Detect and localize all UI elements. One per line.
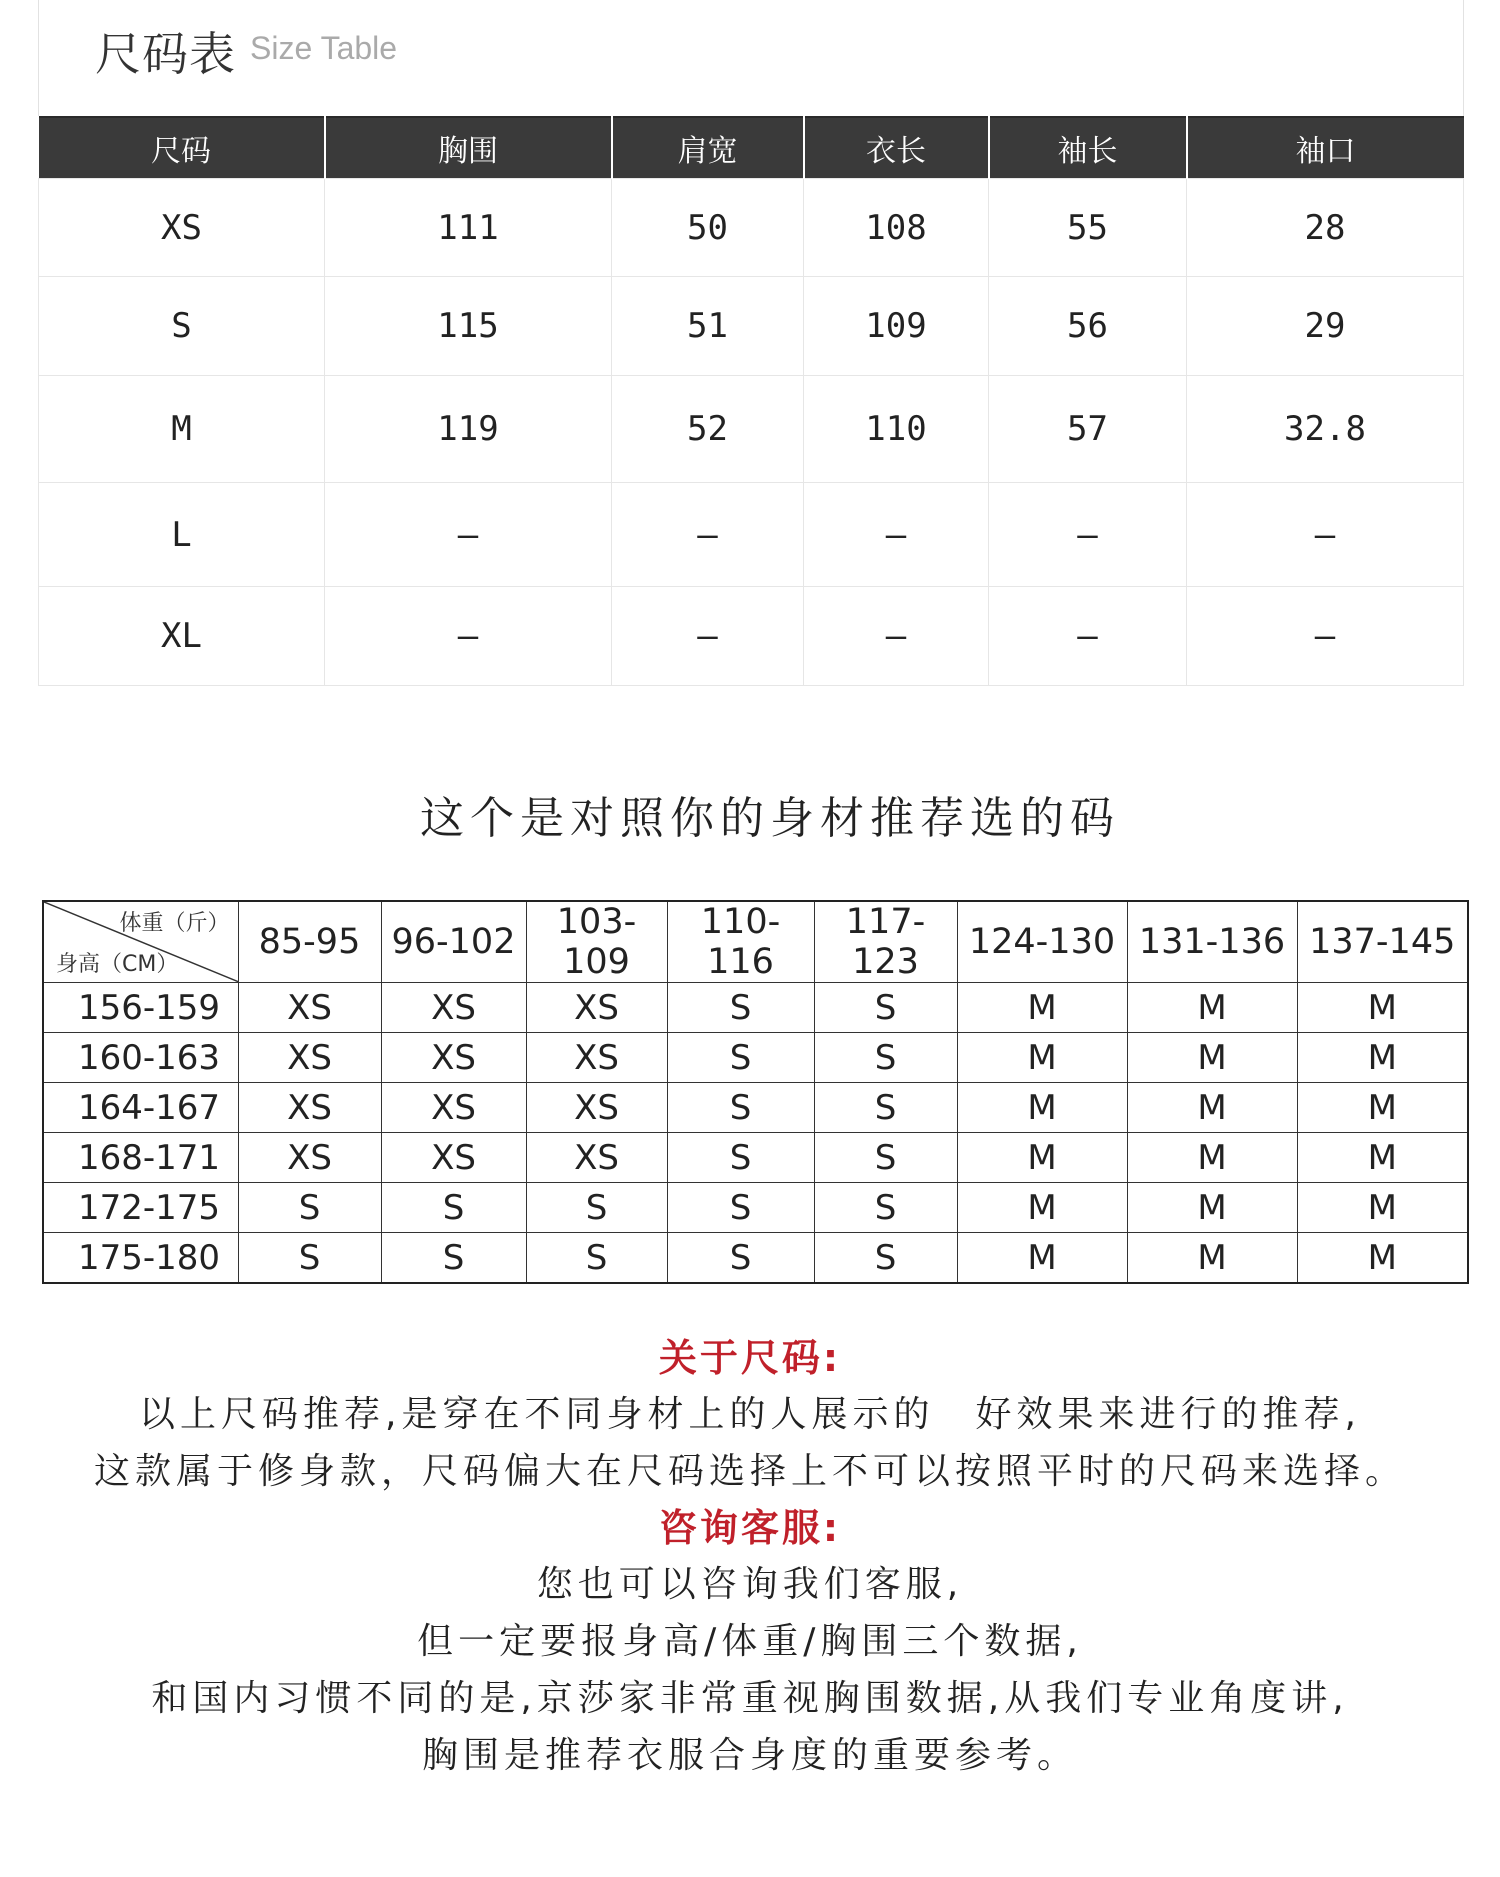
weight-header: 117-123 (814, 901, 957, 983)
table-cell: S (39, 277, 325, 376)
height-cell: 156-159 (43, 983, 238, 1033)
size-cell: XS (381, 1033, 526, 1083)
about-size-title: 关于尺码: (658, 1336, 842, 1380)
weight-header: 137-145 (1297, 901, 1468, 983)
recommendation-header-row (43, 901, 1468, 983)
size-cell: S (814, 1183, 957, 1233)
recommendation-row (43, 983, 1468, 1033)
size-cell: M (1297, 1183, 1468, 1233)
size-cell: XS (526, 1033, 667, 1083)
table-cell: 109 (804, 277, 989, 376)
about-size-line: 这款属于修身款，尺码偏大在尺码选择上不可以按照平时的尺码来选择。 (93, 1451, 1406, 1492)
height-cell: 160-163 (43, 1033, 238, 1083)
size-cell: M (1297, 983, 1468, 1033)
col-header-size: 尺码 (39, 117, 325, 179)
size-cell: S (381, 1183, 526, 1233)
size-cell: M (1127, 1033, 1297, 1083)
size-cell: S (667, 983, 814, 1033)
table-cell: 108 (804, 179, 989, 277)
size-cell: M (957, 983, 1127, 1033)
size-cell: S (526, 1183, 667, 1233)
recommendation-row (43, 1233, 1468, 1284)
table-cell: – (1187, 587, 1464, 686)
size-cell: S (814, 1233, 957, 1284)
size-cell: S (381, 1233, 526, 1284)
size-cell: M (1297, 1233, 1468, 1284)
col-header-cuff: 袖口 (1187, 117, 1464, 179)
table-cell: L (39, 483, 325, 587)
size-cell: S (667, 1033, 814, 1083)
table-cell: 119 (325, 376, 612, 483)
size-cell: S (238, 1233, 381, 1284)
table-cell: – (612, 483, 804, 587)
recommendation-row (43, 1083, 1468, 1133)
service-line: 和国内习惯不同的是,京莎家非常重视胸围数据,从我们专业角度讲, (151, 1678, 1349, 1719)
table-cell: – (612, 587, 804, 686)
weight-header: 96-102 (381, 901, 526, 983)
corner-height-label: 身高（CM） (56, 952, 179, 977)
corner-cell (43, 901, 238, 983)
size-cell: M (957, 1083, 1127, 1133)
weight-header: 103-109 (526, 901, 667, 983)
recommendation-row (43, 1033, 1468, 1083)
size-cell: M (1127, 1083, 1297, 1133)
col-header-length: 衣长 (804, 117, 989, 179)
table-cell: 52 (612, 376, 804, 483)
size-table-header (39, 117, 1464, 179)
table-cell: – (804, 483, 989, 587)
size-cell: S (238, 1183, 381, 1233)
table-cell: 28 (1187, 179, 1464, 277)
table-cell: 51 (612, 277, 804, 376)
col-header-sleeve: 袖长 (989, 117, 1187, 179)
table-cell: 115 (325, 277, 612, 376)
table-row (39, 376, 1464, 483)
service-line: 您也可以咨询我们客服, (536, 1564, 964, 1605)
table-row (39, 483, 1464, 587)
height-cell: 172-175 (43, 1183, 238, 1233)
size-cell: XS (238, 1033, 381, 1083)
about-size-line: 以上尺码推荐,是穿在不同身材上的人展示的 好效果来进行的推荐, (139, 1394, 1361, 1435)
size-cell: M (957, 1133, 1127, 1183)
col-header-chest: 胸围 (325, 117, 612, 179)
size-cell: M (1127, 1233, 1297, 1284)
table-row (39, 277, 1464, 376)
size-cell: S (814, 1083, 957, 1133)
recommendation-table (42, 900, 1469, 1284)
size-cell: XS (526, 983, 667, 1033)
height-cell: 168-171 (43, 1133, 238, 1183)
table-cell: – (325, 587, 612, 686)
table-cell: – (989, 587, 1187, 686)
size-cell: S (814, 1133, 957, 1183)
table-cell: – (325, 483, 612, 587)
table-cell: 111 (325, 179, 612, 277)
table-cell: 56 (989, 277, 1187, 376)
table-cell: 50 (612, 179, 804, 277)
col-header-shoulder: 肩宽 (612, 117, 804, 179)
table-row (39, 587, 1464, 686)
size-cell: XS (238, 1083, 381, 1133)
size-table (38, 116, 1464, 686)
weight-header: 124-130 (957, 901, 1127, 983)
size-cell: M (1127, 1133, 1297, 1183)
recommendation-row (43, 1133, 1468, 1183)
weight-header: 110-116 (667, 901, 814, 983)
size-cell: XS (381, 983, 526, 1033)
service-line: 但一定要报身高/体重/胸围三个数据, (417, 1621, 1083, 1662)
table-cell: 57 (989, 376, 1187, 483)
notes-section (0, 1330, 1500, 1784)
table-cell: 110 (804, 376, 989, 483)
size-cell: XS (526, 1133, 667, 1183)
size-cell: S (814, 983, 957, 1033)
recommendation-heading: 这个是对照你的身材推荐选的码 (420, 793, 1120, 844)
table-cell: 32.8 (1187, 376, 1464, 483)
height-cell: 164-167 (43, 1083, 238, 1133)
size-cell: S (667, 1083, 814, 1133)
size-cell: XS (526, 1083, 667, 1133)
table-row (39, 179, 1464, 277)
size-cell: S (667, 1133, 814, 1183)
service-line: 胸围是推荐衣服合身度的重要参考。 (421, 1735, 1078, 1776)
table-cell: 29 (1187, 277, 1464, 376)
corner-weight-label: 体重（斤） (119, 911, 230, 936)
size-cell: S (667, 1233, 814, 1284)
table-cell: XL (39, 587, 325, 686)
table-cell: XS (39, 179, 325, 277)
size-cell: M (1297, 1133, 1468, 1183)
table-cell: – (989, 483, 1187, 587)
recommendation-row (43, 1183, 1468, 1233)
size-cell: M (1297, 1083, 1468, 1133)
weight-header: 85-95 (238, 901, 381, 983)
table-cell: – (804, 587, 989, 686)
service-title: 咨询客服: (658, 1506, 842, 1550)
table-cell: 55 (989, 179, 1187, 277)
size-cell: XS (381, 1133, 526, 1183)
page-subtitle: Size Table (250, 30, 398, 66)
table-cell: – (1187, 483, 1464, 587)
size-cell: XS (238, 983, 381, 1033)
size-cell: S (667, 1183, 814, 1233)
size-cell: M (957, 1233, 1127, 1284)
size-cell: M (957, 1183, 1127, 1233)
size-cell: XS (381, 1083, 526, 1133)
size-cell: XS (238, 1133, 381, 1183)
size-cell: S (526, 1233, 667, 1284)
size-cell: M (1127, 1183, 1297, 1233)
page-title: 尺码表 (95, 27, 236, 81)
table-cell: M (39, 376, 325, 483)
weight-header: 131-136 (1127, 901, 1297, 983)
size-cell: M (1297, 1033, 1468, 1083)
size-cell: M (1127, 983, 1297, 1033)
size-cell: S (814, 1033, 957, 1083)
height-cell: 175-180 (43, 1233, 238, 1284)
size-cell: M (957, 1033, 1127, 1083)
